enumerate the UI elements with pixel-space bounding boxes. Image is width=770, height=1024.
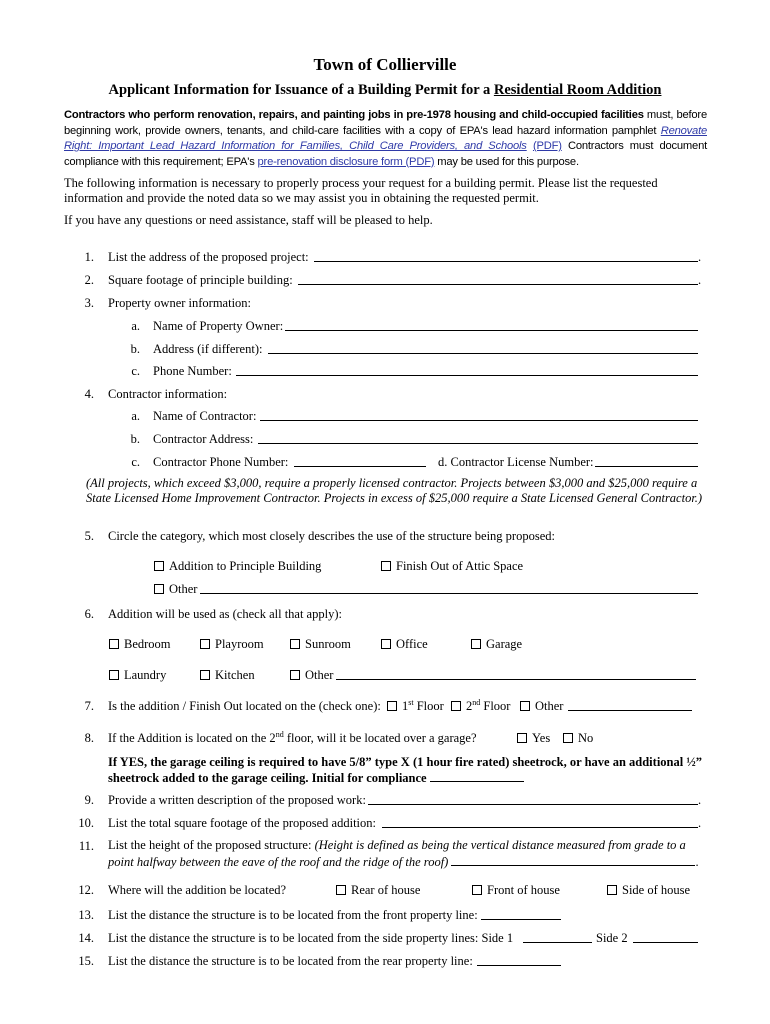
q8-number: 8. [84,731,94,745]
contractor-address-field[interactable] [258,431,698,444]
addition-to-principle-label: Addition to Principle Building [169,559,322,573]
other-use-label: Other [305,668,334,682]
q4b-label: Contractor Address: [153,432,254,446]
q5-label: Circle the category, which most closely describes the use of the structure being proposed: [108,529,555,543]
q2-number: 2. [84,273,94,287]
over-garage-no-option[interactable] [563,730,593,746]
q13-label: List the distance the structure is to be located from the front property line: [108,908,478,922]
question-4a [0,408,770,424]
checkbox-icon [472,885,482,895]
q12-label: Where will the addition be located? [108,883,287,897]
compliance-initial-field[interactable] [430,770,524,782]
q11-number: 11. [78,839,94,853]
q4c-number: c. [131,455,140,469]
checkbox-icon [109,639,119,649]
first-floor-num: 1 [402,699,409,713]
epa-text-1: must, before beginning work, provide owners, tenants, and child-care facilities with a copy of EPA's lead hazard information pamphlet [64,109,707,137]
structure-height-field[interactable] [451,854,695,866]
q3c-number: c. [131,364,140,378]
over-garage-yes-option[interactable] [517,730,550,746]
q8-label [108,730,477,746]
bedroom-option[interactable] [109,636,171,652]
side1-setback-field[interactable] [523,930,592,943]
q4a-label: Name of Contractor: [153,409,257,423]
first-floor-option[interactable] [387,698,444,714]
finish-out-attic-option[interactable] [381,558,523,574]
question-9 [0,792,770,808]
yes-label: Yes [532,731,551,745]
rear-of-house-label: Rear of house [351,883,421,897]
q3b-label: Address (if different): [153,342,263,356]
question-4b [0,431,770,447]
q4a-number: a. [131,409,140,423]
q6-label: Addition will be used as (check all that apply): [108,607,342,621]
kitchen-label: Kitchen [215,668,255,682]
garage-option[interactable] [471,636,522,652]
checkbox-icon [607,885,617,895]
question-3c [0,363,770,379]
owner-phone-field[interactable] [236,363,698,376]
q3b-number: b. [130,342,140,356]
garage-ceiling-text: If YES, the garage ceiling is required to have 5/8” type X (1 hour fire rated) sheetrock, or have an additional ½” sheetrock added to the garage ceiling. Initial for compliance [108,755,702,785]
sunroom-label: Sunroom [305,637,351,651]
other-category-label: Other [169,582,198,596]
q9-number: 9. [84,793,94,807]
q2-period: . [698,273,702,287]
side-of-house-option[interactable] [607,882,690,898]
q4c-label: Contractor Phone Number: [153,455,289,469]
q7-number: 7. [84,699,94,713]
checkbox-icon [154,584,164,594]
epa-text-3: may be used for this purpose. [434,155,579,168]
question-14 [0,930,770,946]
q1-period: . [698,250,702,264]
q4-label: Contractor information: [108,387,228,401]
q10-period: . [698,816,702,830]
laundry-label: Laundry [124,668,167,682]
q6-number: 6. [84,607,94,621]
q3a-number: a. [131,319,140,333]
q2-label: Square footage of principle building: [108,273,293,287]
question-3a [0,318,770,334]
q10-label: List the total square footage of the proposed addition: [108,816,376,830]
other-floor-option[interactable] [520,698,563,714]
finish-out-attic-label: Finish Out of Attic Space [396,559,524,573]
q13-number: 13. [78,908,94,922]
owner-address-field[interactable] [268,341,698,354]
bedroom-label: Bedroom [124,637,171,651]
checkbox-icon [471,639,481,649]
q15-number: 15. [78,954,94,968]
q1-number: 1. [84,250,94,264]
q9-label: Provide a written description of the proposed work: [108,793,366,807]
question-5 [0,528,770,544]
second-floor-sup: nd [472,697,481,707]
renovate-right-link[interactable]: Renovate Right: Important Lead Hazard Information for Families, Child Care Providers, and Schools [64,124,707,152]
checkbox-icon [387,701,397,711]
front-setback-field[interactable] [481,907,561,920]
epa-notice [64,108,707,170]
garage-ceiling-requirement [108,755,708,786]
q8-label-b: floor, will it be located over a garage? [283,731,477,745]
playroom-option[interactable] [200,636,264,652]
question-6-options-1 [0,636,770,652]
second-floor-option[interactable] [451,698,510,714]
office-label: Office [396,637,428,651]
q3-label: Property owner information: [108,296,252,310]
question-15 [0,953,770,969]
office-option[interactable] [381,636,428,652]
q10-number: 10. [78,816,94,830]
q4-number: 4. [84,387,94,401]
page-title: Town of Collierville [313,55,457,74]
project-address-field[interactable] [314,249,698,262]
checkbox-icon [451,701,461,711]
q3-number: 3. [84,296,94,310]
question-5-options-1 [0,558,770,574]
first-floor-sup: st [408,697,414,707]
checkbox-icon [109,670,119,680]
q9-period: . [698,793,702,807]
rear-setback-field[interactable] [477,953,561,966]
kitchen-option[interactable] [200,667,255,683]
other-floor-field[interactable] [568,698,692,711]
checkbox-icon [200,639,210,649]
q3c-label: Phone Number: [153,364,232,378]
question-8 [0,730,770,746]
no-label: No [578,731,594,745]
q8-label-sup: nd [275,729,284,739]
other-use-option[interactable] [290,667,333,683]
renovate-right-pdf-link[interactable]: (PDF) [532,140,562,152]
addition-sqft-field[interactable] [382,815,698,828]
question-13 [0,907,770,923]
garage-label: Garage [486,637,523,651]
q11-period: . [695,854,699,869]
addition-to-principle-option[interactable] [154,558,321,574]
square-footage-field[interactable] [298,272,698,285]
question-1 [0,249,770,265]
subtitle-underlined: Residential Room Addition [493,82,662,98]
other-category-option[interactable] [154,581,197,597]
q11-label: List the height of the proposed structure: [108,838,315,852]
checkbox-icon [381,561,391,571]
playroom-label: Playroom [215,637,264,651]
checkbox-icon [381,639,391,649]
other-category-field[interactable] [200,581,698,594]
q11-text [108,838,700,870]
question-6-options-2 [0,667,770,683]
q3a-label: Name of Property Owner: [153,319,284,333]
disclosure-form-link[interactable]: pre-renovation disclosure form (PDF) [257,155,435,168]
q14-label: List the distance the structure is to be located from the side property lines: Side 1 [108,931,514,945]
licensing-note: (All projects, which exceed $3,000, require a properly licensed contractor. Projects between $3,000 and $25,000 require a State Licensed Home Improvement Contractor. Projects in excess of $25,000 require a State Licensed General Contractor.) [86,476,703,505]
work-description-field[interactable] [368,792,698,805]
checkbox-icon [517,733,527,743]
question-5-options-2 [0,581,770,597]
side-of-house-label: Side of house [622,883,691,897]
checkbox-icon [290,639,300,649]
contractor-license-field[interactable] [595,454,698,467]
property-owner-name-field[interactable] [285,318,698,331]
q14-number: 14. [78,931,94,945]
contractor-name-field[interactable] [260,408,698,421]
checkbox-icon [290,670,300,680]
epa-text-2: Contractors must document compliance with this requirement; EPA's [64,140,707,168]
question-4c [0,454,770,470]
second-floor-label: Floor [480,699,511,713]
checkbox-icon [154,561,164,571]
q1-label: List the address of the proposed project: [108,250,309,264]
question-2 [0,272,770,288]
checkbox-icon [200,670,210,680]
checkbox-icon [563,733,573,743]
front-of-house-option[interactable] [472,882,560,898]
subtitle-prefix: Applicant Information for Issuance of a Building Permit for a [108,82,494,98]
question-10 [0,815,770,831]
question-7 [0,698,770,714]
first-floor-label: Floor [413,699,444,713]
q11-italic: (Height is defined as being the vertical distance measured from grade to a point halfway between the eave of the roof and the ridge of the roof) [108,838,686,869]
q4d-label: d. Contractor License Number: [438,455,594,469]
q7-label: Is the addition / Finish Out located on the (check one): [108,699,381,713]
intro-paragraph: The following information is necessary to properly process your request for a building permit. Please list the requested information and provide the noted data so we may assist you in obtaining the requested permit. [64,176,658,205]
second-floor-num: 2 [466,699,473,713]
laundry-option[interactable] [109,667,166,683]
rear-of-house-option[interactable] [336,882,420,898]
q5-number: 5. [84,529,94,543]
question-12 [0,882,770,898]
page-subtitle [0,82,770,99]
question-6 [0,606,770,622]
other-use-field[interactable] [336,667,696,680]
q12-number: 12. [78,883,94,897]
side2-label: Side 2 [596,931,628,945]
question-3 [0,295,770,311]
q4b-number: b. [130,432,140,446]
checkbox-icon [336,885,346,895]
checkbox-icon [520,701,530,711]
intro-help: If you have any questions or need assistance, staff will be pleased to help. [64,213,433,227]
contractor-phone-field[interactable] [294,454,426,467]
front-of-house-label: Front of house [487,883,560,897]
side2-setback-field[interactable] [633,930,698,943]
q8-label-a: If the Addition is located on the 2 [108,731,276,745]
sunroom-option[interactable] [290,636,351,652]
other-floor-label: Other [535,699,564,713]
epa-bold: Contractors who perform renovation, repairs, and painting jobs in pre-1978 housing and child-occupied facilities [64,109,644,121]
question-4 [0,386,770,402]
question-3b [0,341,770,357]
q15-label: List the distance the structure is to be located from the rear property line: [108,954,473,968]
